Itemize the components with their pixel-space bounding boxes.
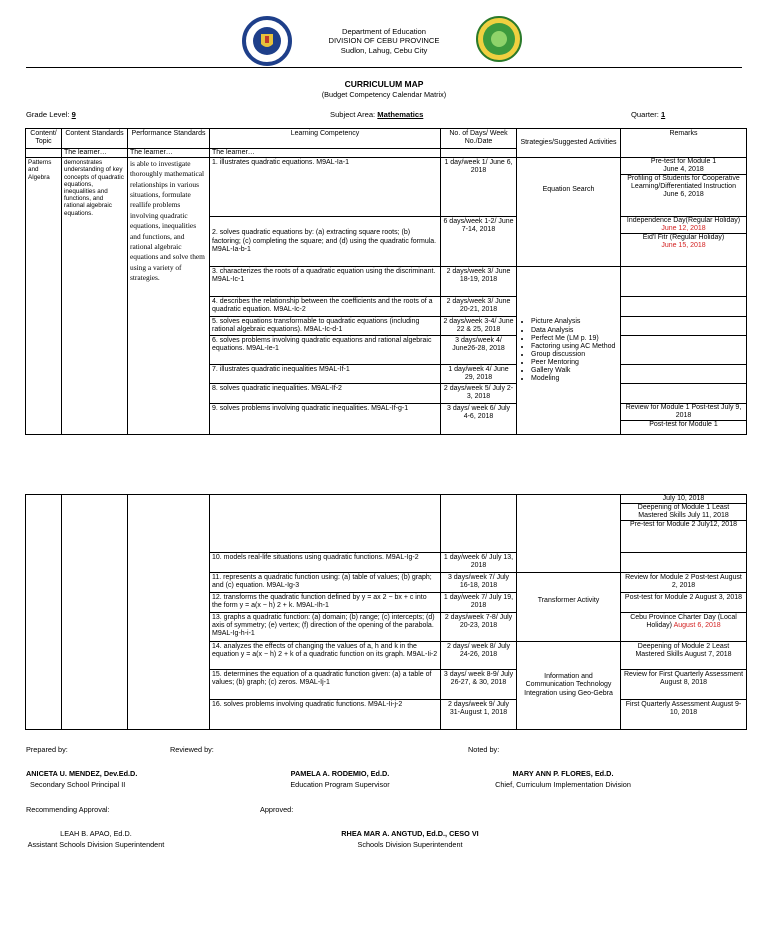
recommending-approval-label: Recommending Approval: [26,805,110,814]
competency-row: 13. graphs a quadratic function: (a) domain; (b) range; (c) intercepts; (d) axis of symmetry; (e) vertex; (f) direction of the opening of the parabola. M9AL-Ig-h-i-1 [210,613,441,642]
col-content-topic: Content/ Topic [26,129,62,149]
remarks-cell: Post-test for Module 2 August 3, 2018 [621,593,747,613]
remarks-cell: Review for Module 1 Post-test July 9, 2018 Post-test for Module 1 [621,404,747,435]
header-address: Sudlon, Lahug, Cebu City [340,45,428,55]
strategy-list: • Picture Analysis • Data Analysis • Perfect Me (LM p. 19) • Factoring using AC Method • Group discussion • Peer Mentoring • Gallery Walk • Modeling [517,267,621,435]
signatory-chief-name: MARY ANN P. FLORES, Ed.D. [512,769,614,778]
document-title: CURRICULUM MAP [344,79,424,89]
remarks-cell: Pre-test for Module 1 June 4, 2018 Profiling of Students for Cooperative Learning/Differentiated Instruction June 6, 2018 [621,158,747,217]
competency-row: 15. determines the equation of a quadratic function given: (a) a table of values; (b) graph; (c) zeros. M9AL-Ij-1 [210,670,441,700]
learner-lc: The learner… [210,149,441,158]
signatory-asds-name: LEAH B. APAO, Ed.D. [60,829,132,838]
division-seal-logo [476,16,522,62]
competency-row: 9. solves problems involving quadratic inequalities. M9AL-If-g-1 [210,404,441,435]
days-cell: 3 days/week 7/ July 16-18, 2018 [441,573,517,593]
days-cell: 2 days/week 5/ July 2-3, 2018 [441,384,517,404]
days-cell: 1 day/week 1/ June 6, 2018 [441,158,517,217]
signatory-supervisor-title: Education Program Supervisor [290,780,390,789]
quarter: Quarter: 1 [631,110,666,119]
grade-level: Grade Level: 9 [26,110,76,119]
days-cell: 2 days/week 3/ June 18-19, 2018 [441,267,517,297]
days-cell: 1 day/week 4/ June 29, 2018 [441,365,517,384]
days-cell: 2 days/week 9/ July 31-August 1, 2018 [441,700,517,730]
reviewed-by-label: Reviewed by: [170,745,214,754]
learner-ps: The learner… [128,149,210,158]
competency-row: 16. solves problems involving quadratic functions. M9AL-Ii-j-2 [210,700,441,730]
competency-row: 6. solves problems involving quadratic equations and rational algebraic equations. M9AL-Ie-1 [210,336,441,365]
performance-standard-cell: is able to investigate thoroughly mathematical relationships in various situations, formulate reallife problems involving quadratic equations, inequalities and functions, and rational algebraic equations and solve them using a variety of strategies. [128,158,210,435]
competency-row: 8. solves quadratic inequalities. M9AL-If-2 [210,384,441,404]
competency-row: 14. analyzes the effects of changing the values of a, h and k in the equation y = a(x − h) 2 + k of a quadratic function on its graph. M9AL-Ii-2 [210,642,441,670]
curriculum-map-table-1 [25,128,747,435]
competency-row: 11. represents a quadratic function using: (a) table of values; (b) graph; and (c) equation. M9AL-Ig-3 [210,573,441,593]
days-cell: 3 days/ week 6/ July 4-6, 2018 [441,404,517,435]
days-cell: 3 days/ week 8-9/ July 26-27, & 30, 2018 [441,670,517,700]
strategy-ict: Information and Communication Technology Integration using Geo-Gebra [517,642,621,730]
signatory-asds-title: Assistant Schools Division Superintendent [27,840,165,849]
signatory-principal-title: Secondary School Principal II [30,780,126,789]
competency-row: 12. transforms the quadratic function defined by y = ax 2 − bx + c into the form y = a(x − h) 2 + k. M9AL-Ih-1 [210,593,441,613]
learner-cs: The learner… [62,149,128,158]
col-remarks: Remarks [621,129,747,158]
deped-seal-logo [242,16,292,66]
topic-cell: Patterns and Algebra [26,158,62,435]
col-content-standards: Content Standards [62,129,128,149]
signatory-principal-name: ANICETA U. MENDEZ, Dev.Ed.D. [26,769,138,778]
header-rule [26,67,742,68]
remarks-cell: Review for Module 2 Post-test August 2, 2018 [621,573,747,593]
days-cell: 1 day/week 6/ July 13, 2018 [441,553,517,573]
remarks-cell: Deepening of Module 2 Least Mastered Skills August 7, 2018 [621,642,747,670]
days-cell: 2 days/ week 8/ July 24-26, 2018 [441,642,517,670]
remarks-cell: Cebu Province Charter Day (Local Holiday) August 6, 2018 [621,613,747,642]
competency-row: 5. solves equations transformable to quadratic equations (including rational algebraic equations). M9AL-Ic-d-1 [210,317,441,336]
days-cell: 2 days/week 7-8/ July 20-23, 2018 [441,613,517,642]
strategy-equation-search: Equation Search [517,158,621,267]
competency-row: 1. illustrates quadratic equations. M9AL-Ia-1 [210,158,441,217]
days-cell: 6 days/week 1-2/ June 7-14, 2018 [441,217,517,267]
competency-row: 4. describes the relationship between the coefficients and the roots of a quadratic equation. M9AL-Ic-2 [210,297,441,317]
col-days: No. of Days/ Week No./Date [441,129,517,149]
approved-label: Approved: [260,805,294,814]
remarks-cell: Review for First Quarterly Assessment August 8, 2018 [621,670,747,700]
col-learning-competency: Learning Competency [210,129,441,149]
prepared-by-label: Prepared by: [26,745,68,754]
signatory-sds-name: RHEA MAR A. ANGTUD, Ed.D., CESO VI [341,829,479,838]
strategy-transformer: Transformer Activity [517,573,621,642]
competency-row: 3. characterizes the roots of a quadratic equation using the discriminant. M9AL-Ic-1 [210,267,441,297]
signatory-sds-title: Schools Division Superintendent [357,840,463,849]
competency-row: 7. illustrates quadratic inequalities M9AL-If-1 [210,365,441,384]
days-cell: 1 day/week 7/ July 19, 2018 [441,593,517,613]
competency-row: 10. models real-life situations using quadratic functions. M9AL-Ig-2 [210,553,441,573]
remarks-cell: July 10, 2018 Deepening of Module 1 Least Mastered Skills July 11, 2018 Pre-test for Module 2 July12, 2018 [621,495,747,553]
remarks-cell: Independence Day(Regular Holiday) June 12, 2018 Eid'l Fitr (Regular Holiday) June 15, 2018 [621,217,747,267]
curriculum-map-table-2 [25,494,747,730]
noted-by-label: Noted by: [468,745,500,754]
document-subtitle: (Budget Competency Calendar Matrix) [321,90,447,99]
days-cell: 2 days/week 3-4/ June 22 & 25, 2018 [441,317,517,336]
signatory-supervisor-name: PAMELA A. RODEMIO, Ed.D. [290,769,390,778]
header-department: Department of Education [341,27,426,36]
days-cell: 3 days/week 4/ June26-28, 2018 [441,336,517,365]
signatory-chief-title: Chief, Curriculum Implementation Division [495,780,631,789]
remarks-cell: First Quarterly Assessment August 9-10, 2018 [621,700,747,730]
content-standard-cell: demonstrates understanding of key concepts of quadratic equations, inequalities and functions, and rational algebraic equations. [62,158,128,435]
col-strategies: Strategies/Suggested Activities [517,129,621,158]
col-performance-standards: Performance Standards [128,129,210,149]
competency-row: 2. solves quadratic equations by: (a) extracting square roots; (b) factoring; (c) completing the square; and (d) using the quadratic formula. M9AL-Ia-b-1 [210,217,441,267]
header-division: DIVISION OF CEBU PROVINCE [328,36,440,46]
days-cell: 2 days/week 3/ June 20-21, 2018 [441,297,517,317]
subject-area: Subject Area: Mathematics [330,110,424,119]
